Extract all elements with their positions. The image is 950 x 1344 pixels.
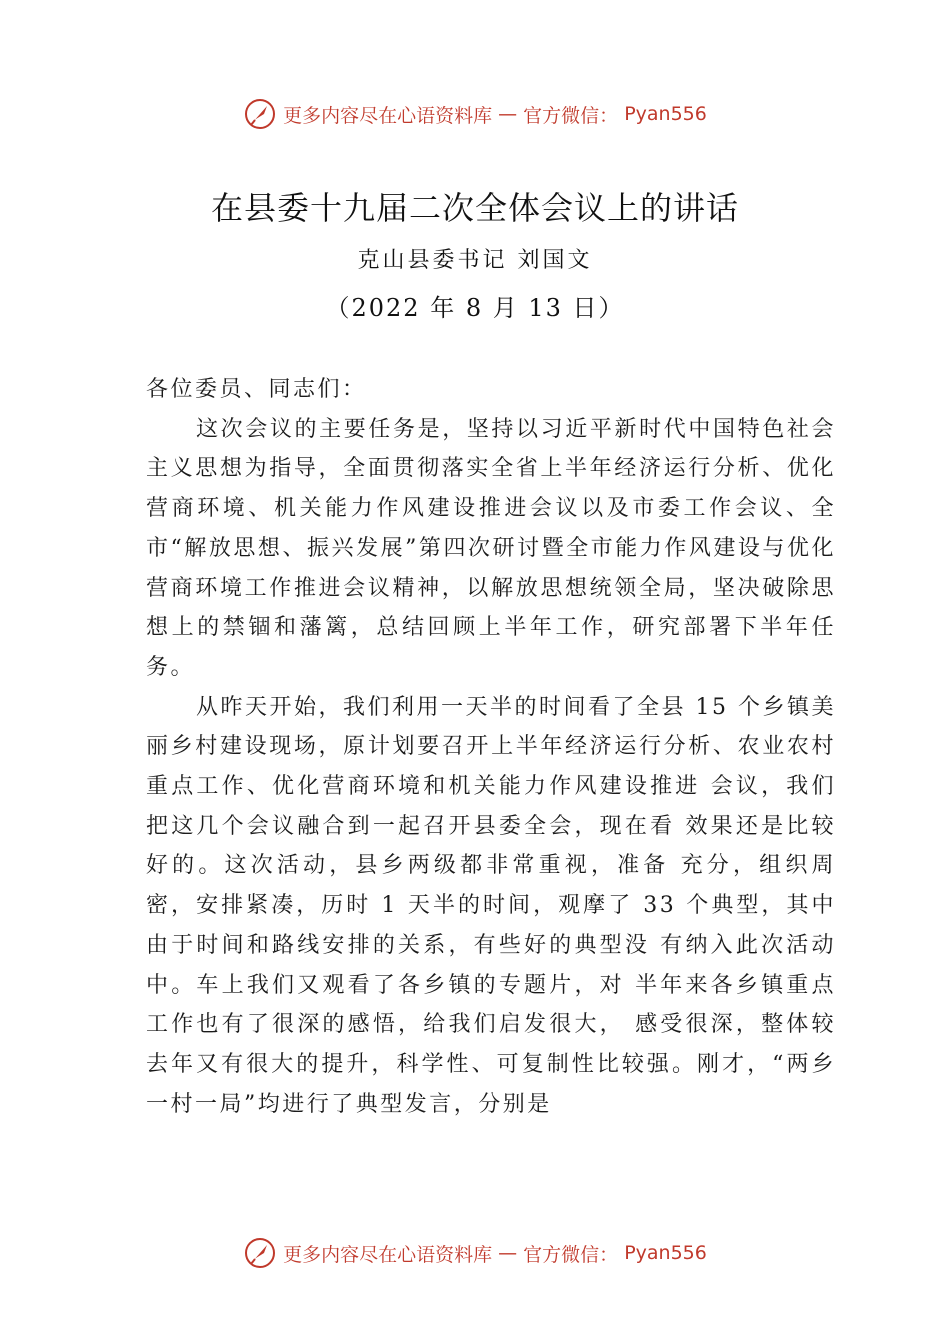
document-author: 克山县委书记 刘国文	[357, 248, 593, 273]
salutation: 各位委员、同志们：	[146, 377, 367, 402]
paragraph-1: 这次会议的主要任务是，坚持以习近平新时代中国特色社会主义思想为指导，全面贯彻落实全省上半年经济运行分析、优化营商环境、机关能力作风建设推进会议以及市委工作会议、全市“解放思想、振兴发展”第四次研讨暨全市能力作风建设与优化营商环境工作推进会议精神，以解放思想统领全局，坚决破除思想上的禁锢和藩篱，总结回顾上半年工作，研究部署下半年任务。	[146, 416, 836, 680]
header-banner	[0, 92, 950, 136]
feather-pen-icon	[243, 97, 277, 131]
paragraph-2: 从昨天开始，我们利用一天半的时间看了全县 15 个乡镇美丽乡村建设现场，原计划要召开上半年经济运行分析、农业农村重点工作、优化营商环境和机关能力作风建设推进 会议，我们把这几个会议融合到一起召开县委全会，现在看 效果还是比较好的。这次活动，县乡两级都非常重视，准备 充分，组织周密，安排紧凑，历时 1 天半的时间，观摩了 33 个典型，其中由于时间和路线安排的关系，有些好的典型没 有纳入此次活动中。车上我们又观看了各乡镇的专题片，对 半年来各乡镇重点工作也有了很深的感悟，给我们启发很大， 感受很深，整体较去年又有很大的提升，科学性、可复制性比较强。刚才，“两乡一村一局”均进行了典型发言，分别是	[146, 694, 836, 1117]
banner-text: 更多内容尽在心语资料库	[283, 1243, 493, 1266]
banner-wechat-id: Pyan556	[624, 1242, 707, 1264]
footer-banner	[0, 1231, 950, 1275]
banner-dash: —	[498, 1242, 518, 1264]
document-body	[146, 370, 836, 1124]
banner-dash: —	[498, 103, 518, 125]
banner-text: 更多内容尽在心语资料库	[283, 104, 493, 127]
banner-wechat-label: 官方微信：	[523, 104, 619, 127]
banner-wechat-id: Pyan556	[624, 103, 707, 125]
document-title: 在县委十九届二次全体会议上的讲话	[210, 189, 739, 227]
banner-wechat-label: 官方微信：	[523, 1243, 619, 1266]
feather-pen-icon	[243, 1236, 277, 1270]
document-date: （2022 年 8 月 13 日）	[325, 294, 625, 322]
